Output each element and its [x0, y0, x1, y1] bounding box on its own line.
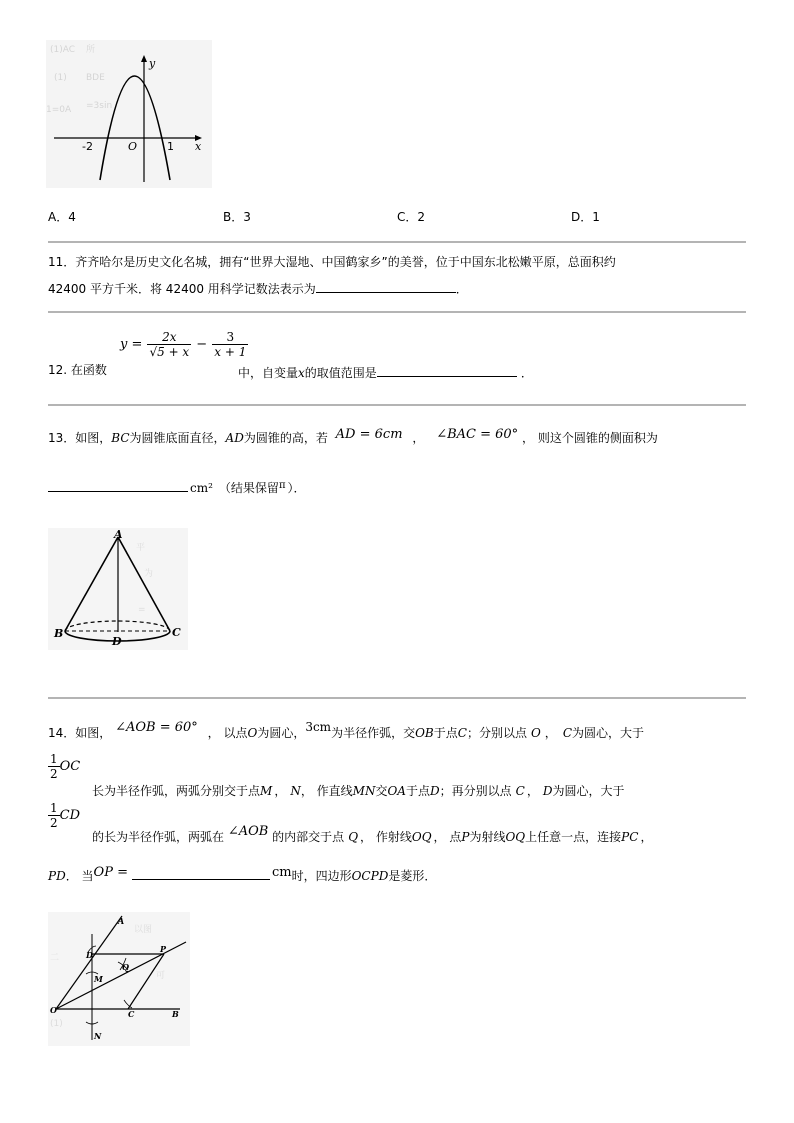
tick-label-neg2: -2 — [82, 140, 93, 153]
fraction-1 — [147, 330, 191, 359]
svg-text:平: 平 — [136, 543, 146, 553]
q14-oa: OA — [387, 784, 406, 798]
svg-text:二: 二 — [50, 953, 60, 963]
fraction-1-numerator: 2x — [147, 330, 191, 345]
option-a: A．4 — [48, 210, 76, 224]
fig-c-label: C — [128, 1009, 135, 1019]
q14-text-3b: 的内部交于点 — [272, 830, 345, 844]
q14-text-3e: 为射线 — [469, 830, 506, 844]
parabola-curve — [100, 76, 170, 180]
q14-n: N — [290, 784, 301, 798]
point-a-label: A — [114, 528, 123, 541]
fraction-1-denominator: √5 + x — [149, 345, 190, 359]
q14-line-4 — [48, 865, 436, 885]
q14-line-3 — [92, 824, 653, 846]
q12-middle: 中，自变量 — [238, 366, 299, 380]
q14-text-i: 为圆心，大于 — [572, 726, 645, 740]
separator-2 — [48, 311, 746, 313]
fig-p-label: P — [160, 944, 167, 954]
q14-radius: 3cm — [305, 720, 332, 734]
cone-svg — [48, 528, 188, 650]
option-b: B．3 — [223, 210, 251, 224]
q14-oq: OQ — [411, 830, 432, 844]
svg-text:为: 为 — [144, 569, 154, 579]
q14-c-2: C — [562, 726, 572, 740]
q14-q: Q — [348, 830, 359, 844]
q10-graph-svg — [46, 40, 212, 188]
q12-variable: x — [298, 366, 305, 380]
formula-lhs: y = — [120, 337, 143, 352]
q11-end: ． — [455, 282, 468, 296]
q13-math-ad: AD = 6cm — [335, 427, 403, 442]
fig-m-label: M — [94, 974, 103, 984]
fraction-2-numerator: 3 — [212, 330, 248, 345]
q14-text-e: 为半径作弧，交 — [331, 726, 416, 740]
fig-a-label: A — [118, 916, 125, 926]
q14-cd: CD — [59, 808, 81, 823]
q11-line-1: 11．齐齐哈尔是历史文化名城，拥有“世界大湿地、中国鹤家乡”的美誉，位于中国东北松嫩平原，总面积约 — [48, 255, 616, 269]
q14-pd: PD — [48, 869, 66, 883]
point-b-label: B — [54, 627, 64, 640]
fig-q-label: Q — [122, 962, 129, 972]
q12-line — [238, 362, 533, 381]
option-d: D．1 — [571, 210, 600, 224]
svg-text:(1)AC: (1)AC — [50, 45, 76, 55]
q12-suffix: 的取值范围是 — [304, 366, 377, 380]
q13-text-f: ）． — [287, 481, 306, 495]
q14-text-2e: 于点 — [405, 784, 430, 798]
q14-oc: OC — [59, 759, 81, 774]
q13-cone-figure — [48, 528, 188, 650]
q14-text-3c: ， 作射线 — [360, 830, 412, 844]
q14-frac-oc — [48, 752, 80, 781]
q14-o: O — [247, 726, 258, 740]
q13-pi: π — [278, 480, 286, 491]
svg-text:所: 所 — [86, 45, 96, 55]
q14-text-c: 为圆心， — [257, 726, 306, 740]
q14-text-2g: ， — [526, 784, 539, 798]
q14-math-op: OP = — [93, 865, 128, 880]
q11-line-2 — [48, 278, 468, 297]
half-numerator-2: 1 — [50, 801, 58, 815]
q14-text-2b: ， — [274, 784, 287, 798]
fig-d-label: D — [86, 950, 93, 960]
point-d-label: D — [112, 635, 122, 648]
q14-c-3: C — [515, 784, 525, 798]
q14-ocpd: OCPD — [351, 869, 389, 883]
q14-text-3a: 的长为半径作弧，两弧在 — [92, 830, 225, 844]
x-axis-label: x — [195, 140, 202, 153]
q14-text-3f: 上任意一点，连接 — [525, 830, 622, 844]
q14-o-2: O — [530, 726, 541, 740]
q14-text-3g: ， — [640, 830, 653, 844]
formula-minus: − — [196, 337, 208, 352]
fraction-2-denominator: x + 1 — [214, 345, 247, 359]
q13-text-a: 13．如图， — [48, 431, 112, 445]
half-denominator-2: 2 — [50, 816, 58, 830]
q14-line-2 — [92, 783, 624, 799]
q14-math-aob: ∠AOB — [227, 824, 269, 839]
q14-text-3d: ， 点 — [433, 830, 462, 844]
q12-end: ． — [520, 366, 533, 380]
q14-text-4c: 是菱形． — [388, 869, 437, 883]
tick-label-1: 1 — [167, 140, 174, 153]
q13-line-2 — [48, 477, 306, 498]
q14-text-g: ；分别以点 — [466, 726, 527, 740]
half-oc-fraction — [48, 752, 60, 781]
q14-text-2a: 长为半径作弧，两弧分别交于点 — [92, 784, 261, 798]
half-cd-fraction — [48, 801, 60, 830]
point-c-label: C — [172, 626, 181, 639]
q13-text-e: （结果保留 — [218, 481, 279, 495]
q13-answer-blank[interactable] — [48, 477, 188, 492]
q13-text-d: ， 则这个圆锥的侧面积为 — [522, 431, 658, 445]
q13-comma: ， — [412, 431, 425, 445]
q14-text-4b: 时，四边形 — [291, 869, 352, 883]
q13-unit: cm² — [190, 481, 213, 495]
q11-answer-blank[interactable] — [316, 278, 456, 293]
q12-answer-blank[interactable] — [377, 362, 517, 377]
half-denominator: 2 — [50, 767, 58, 781]
svg-text:=3sin: =3sin — [86, 101, 113, 111]
half-numerator: 1 — [50, 752, 58, 766]
q12-prefix: 12. 在函数 — [48, 363, 107, 377]
svg-text:BDE: BDE — [86, 73, 105, 83]
q14-d-2: D — [542, 784, 553, 798]
y-axis-label: y — [149, 57, 156, 70]
q14-unit: cm — [271, 865, 292, 880]
q14-pc: PC — [621, 830, 639, 844]
q14-text-2h: 为圆心，大于 — [552, 784, 625, 798]
q12-formula — [120, 330, 248, 370]
q14-construction-figure — [48, 912, 190, 1046]
q13-math-angle: ∠BAC = 60° — [436, 427, 519, 442]
construction-svg — [48, 912, 190, 1046]
q14-math-angle: ∠AOB = 60° — [115, 720, 198, 735]
svg-text:以图: 以图 — [134, 925, 153, 935]
fig-o-label: O — [50, 1005, 57, 1015]
q14-text-b: ， 以点 — [207, 726, 248, 740]
q14-text-2d: 交 — [375, 784, 388, 798]
q10-parabola-figure — [46, 40, 212, 188]
separator-4 — [48, 697, 746, 699]
fig-b-label: B — [172, 1009, 179, 1019]
q14-text-f: 于点 — [433, 726, 458, 740]
q14-answer-blank[interactable] — [132, 865, 270, 880]
fig-n-label: N — [94, 1031, 102, 1041]
q14-text-2c: ， 作直线 — [300, 784, 353, 798]
svg-text:1=0A: 1=0A — [46, 105, 72, 115]
q14-frac-cd — [48, 801, 80, 830]
q14-text-4a: ． 当 — [65, 869, 94, 883]
svg-text:可: 可 — [156, 971, 166, 981]
svg-text:(1): (1) — [50, 1019, 63, 1029]
fraction-2 — [212, 330, 248, 359]
q14-m: M — [260, 784, 273, 798]
q14-line-1 — [48, 720, 645, 742]
q13-line-1 — [48, 427, 658, 447]
q13-text-c: 为圆锥的高，若 — [243, 431, 328, 445]
q13-text-b: 为圆锥底面直径， — [129, 431, 226, 445]
q13-ad: AD — [225, 431, 244, 445]
q14-c: C — [457, 726, 467, 740]
svg-text:(1): (1) — [54, 73, 67, 83]
q14-p: P — [461, 830, 470, 844]
origin-label: O — [128, 140, 138, 153]
svg-text:=: = — [138, 605, 146, 615]
q14-d: D — [430, 784, 440, 798]
separator-3 — [48, 404, 746, 406]
q14-ob: OB — [415, 726, 434, 740]
separator-1 — [48, 241, 746, 243]
q14-text-h: ， — [544, 726, 557, 740]
q14-text-2f: ；再分别以点 — [439, 784, 512, 798]
q11-text: 42400 平方千米．将 42400 用科学记数法表示为 — [48, 282, 316, 296]
q14-oq-2: OQ — [505, 830, 526, 844]
q14-text-a: 14．如图， — [48, 726, 112, 740]
q14-mn: MN — [352, 784, 376, 798]
option-c: C．2 — [397, 210, 426, 224]
q13-bc: BC — [111, 431, 130, 445]
